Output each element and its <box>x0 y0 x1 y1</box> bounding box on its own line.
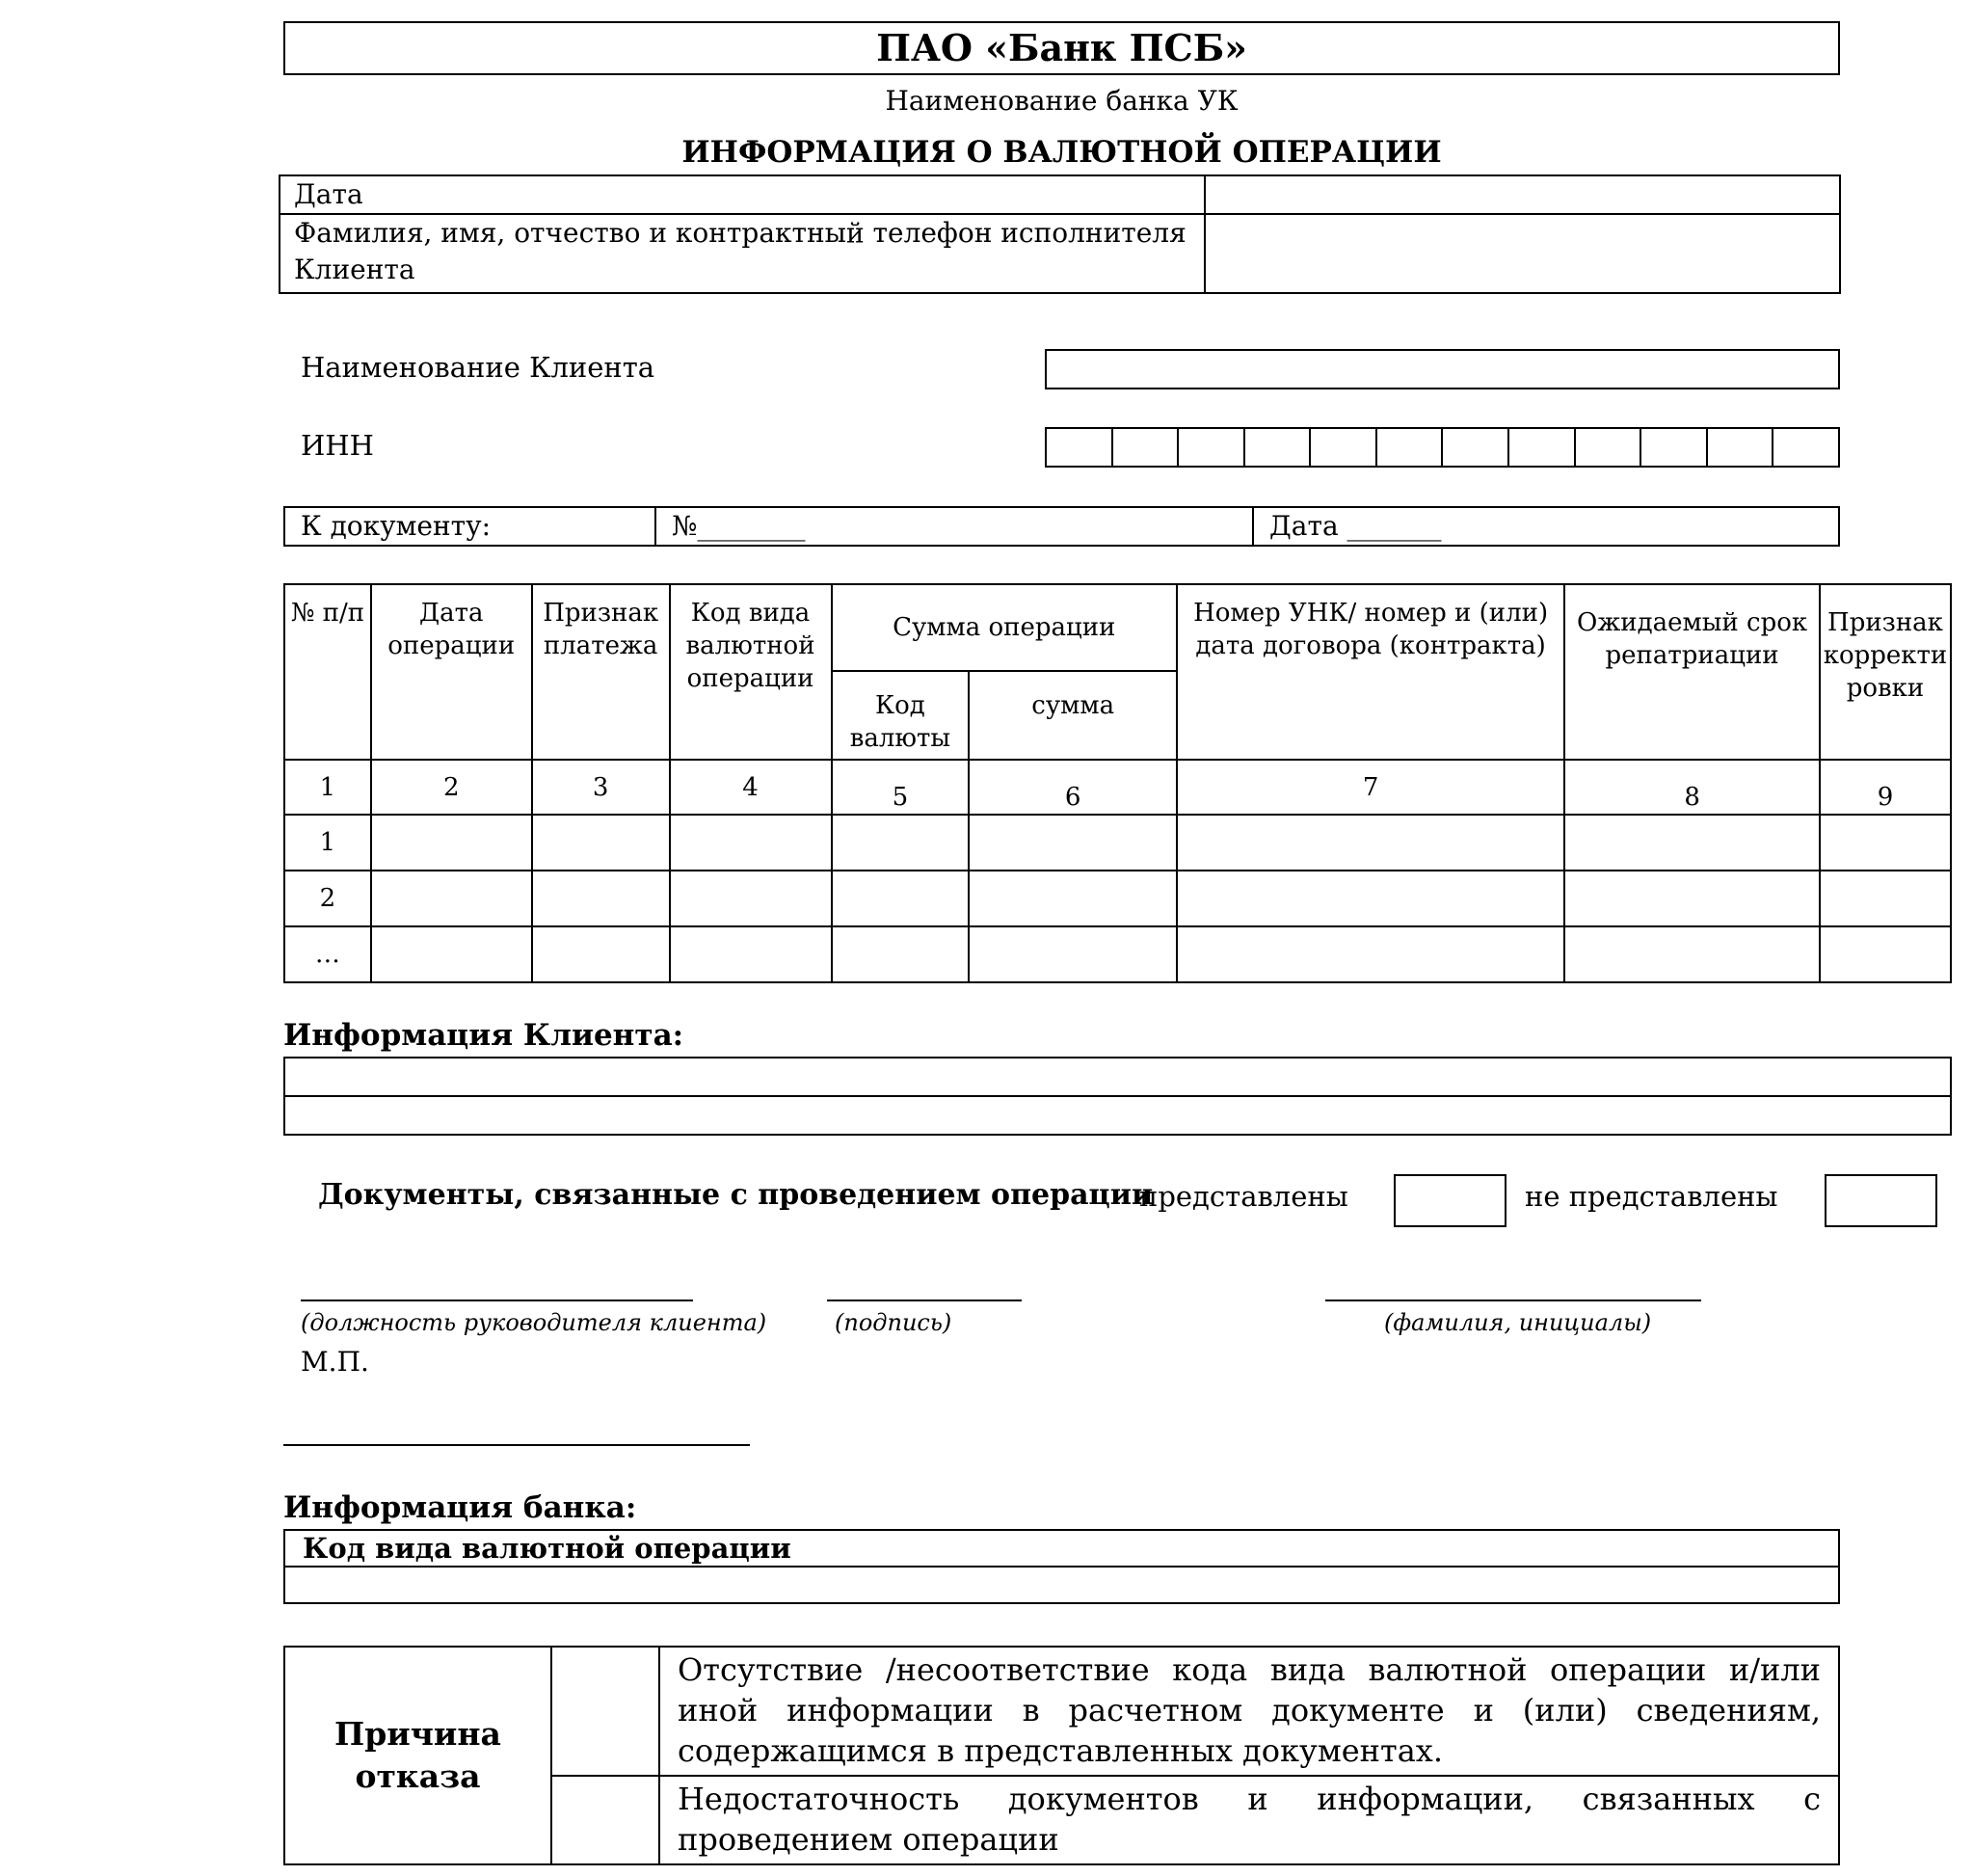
table-cell[interactable] <box>1177 871 1564 926</box>
presented-checkbox[interactable] <box>1394 1174 1506 1227</box>
date-field[interactable] <box>1205 175 1840 214</box>
row-number: 2 <box>284 871 371 926</box>
inn-digit-cell[interactable] <box>1508 428 1575 467</box>
table-cell[interactable] <box>1564 871 1820 926</box>
client-info-title: Информация Клиента: <box>283 1018 684 1053</box>
table-cell[interactable] <box>832 815 970 871</box>
table-cell[interactable] <box>1177 815 1564 871</box>
operations-table <box>283 583 1952 983</box>
table-cell[interactable] <box>1820 815 1951 871</box>
header-repatriation: Ожидаемый срок репатриации <box>1564 584 1820 760</box>
column-number: 3 <box>532 760 670 815</box>
table-cell[interactable] <box>670 815 832 871</box>
document-number-field[interactable]: №________ <box>656 508 1254 545</box>
inn-digit-cell[interactable] <box>1046 428 1112 467</box>
table-row <box>284 815 1951 871</box>
inn-digit-cell[interactable] <box>1244 428 1311 467</box>
client-info-field[interactable] <box>284 1058 1951 1096</box>
not-presented-checkbox[interactable] <box>1825 1174 1937 1227</box>
executor-label: Фамилия, имя, отчество и контрактный телефон исполнителя Клиента <box>280 214 1205 293</box>
header-amount: сумма <box>969 671 1177 760</box>
column-number: 1 <box>284 760 371 815</box>
date-label: Дата <box>280 175 1205 214</box>
header-payment-sign: Признак платежа <box>532 584 670 760</box>
bank-info-table <box>283 1529 1840 1604</box>
executor-field[interactable] <box>1205 214 1840 293</box>
header-table <box>279 174 1841 294</box>
rejection-title: Причина отказа <box>284 1647 551 1864</box>
reason-checkbox[interactable] <box>551 1647 659 1776</box>
column-number: 2 <box>371 760 532 815</box>
form-title: ИНФОРМАЦИЯ О ВАЛЮТНОЙ ОПЕРАЦИИ <box>681 135 1442 170</box>
table-cell[interactable] <box>969 815 1177 871</box>
table-cell[interactable] <box>969 926 1177 982</box>
inn-digit-cell[interactable] <box>1112 428 1179 467</box>
table-cell[interactable] <box>532 926 670 982</box>
presented-label: представлены <box>1139 1180 1348 1213</box>
client-name-label: Наименование Клиента <box>301 351 655 384</box>
position-line[interactable] <box>301 1300 693 1301</box>
table-row <box>284 871 1951 926</box>
table-cell[interactable] <box>670 926 832 982</box>
name-caption: (фамилия, инициалы) <box>1384 1309 1652 1336</box>
bank-name-caption: Наименование банка УК <box>885 85 1239 117</box>
header-op-date: Дата операции <box>371 584 532 760</box>
bank-name: ПАО «Банк ПСБ» <box>876 26 1247 69</box>
client-name-field[interactable] <box>1045 349 1840 389</box>
table-cell[interactable] <box>969 871 1177 926</box>
table-cell[interactable] <box>832 926 970 982</box>
inn-digit-cell[interactable] <box>1640 428 1707 467</box>
inn-digit-cell[interactable] <box>1376 428 1443 467</box>
table-cell[interactable] <box>1820 926 1951 982</box>
position-caption: (должность руководителя клиента) <box>301 1309 767 1336</box>
stamp-label: М.П. <box>301 1346 369 1378</box>
table-row <box>284 926 1951 982</box>
op-code-label: Код вида валютной операции <box>284 1530 1839 1567</box>
table-cell[interactable] <box>371 926 532 982</box>
inn-digit-cell[interactable] <box>1442 428 1508 467</box>
signature-line[interactable] <box>827 1300 1022 1301</box>
documents-label: Документы, связанные с проведением операции <box>318 1178 1154 1212</box>
inn-label: ИНН <box>301 429 374 462</box>
header-amount-group: Сумма операции <box>832 584 1177 671</box>
name-line[interactable] <box>1325 1300 1701 1301</box>
inn-digit-cell[interactable] <box>1310 428 1376 467</box>
table-cell[interactable] <box>670 871 832 926</box>
row-number: … <box>284 926 371 982</box>
client-info-table <box>283 1057 1952 1136</box>
column-number: 9 <box>1820 760 1951 815</box>
bank-info-title: Информация банка: <box>283 1490 637 1525</box>
signature-caption: (подпись) <box>835 1309 952 1336</box>
header-op-code: Код вида валютной операции <box>670 584 832 760</box>
header-unk: Номер УНК/ номер и (или) дата договора (контракта) <box>1177 584 1564 760</box>
header-num: № п/п <box>284 584 371 760</box>
column-number: 5 <box>832 760 970 815</box>
column-number: 4 <box>670 760 832 815</box>
column-number: 6 <box>969 760 1177 815</box>
reason-text: Отсутствие /несоответствие кода вида валютной операции и/или иной информации в расчетном документе и (или) сведениям, содержащимся в представленных документах. <box>659 1647 1839 1776</box>
table-cell[interactable] <box>1177 926 1564 982</box>
table-cell[interactable] <box>1564 815 1820 871</box>
table-cell[interactable] <box>532 871 670 926</box>
inn-digit-cell[interactable] <box>1178 428 1244 467</box>
column-number: 8 <box>1564 760 1820 815</box>
not-presented-label: не представлены <box>1525 1180 1778 1213</box>
date-line[interactable] <box>283 1444 750 1446</box>
table-cell[interactable] <box>532 815 670 871</box>
column-number: 7 <box>1177 760 1564 815</box>
table-cell[interactable] <box>371 815 532 871</box>
rejection-table <box>283 1646 1840 1865</box>
inn-digit-cell[interactable] <box>1707 428 1773 467</box>
header-currency-code: Код валюты <box>832 671 970 760</box>
document-date-field[interactable]: Дата _______ <box>1269 510 1442 542</box>
row-number: 1 <box>284 815 371 871</box>
reason-text: Недостаточность документов и информации, связанных с проведением операции <box>659 1776 1839 1864</box>
table-cell[interactable] <box>832 871 970 926</box>
document-ref-label: К документу: <box>285 508 656 545</box>
table-cell[interactable] <box>1564 926 1820 982</box>
table-cell[interactable] <box>1820 871 1951 926</box>
document-reference <box>283 506 1840 547</box>
bank-name-box <box>283 21 1840 75</box>
reason-checkbox[interactable] <box>551 1776 659 1864</box>
client-info-field[interactable] <box>284 1096 1951 1135</box>
inn-field[interactable] <box>1045 427 1840 468</box>
inn-digit-cell[interactable] <box>1773 428 1839 467</box>
header-correction: Признак корректи ровки <box>1820 584 1951 760</box>
inn-digit-cell[interactable] <box>1575 428 1641 467</box>
op-code-field[interactable] <box>284 1567 1839 1603</box>
table-cell[interactable] <box>371 871 532 926</box>
